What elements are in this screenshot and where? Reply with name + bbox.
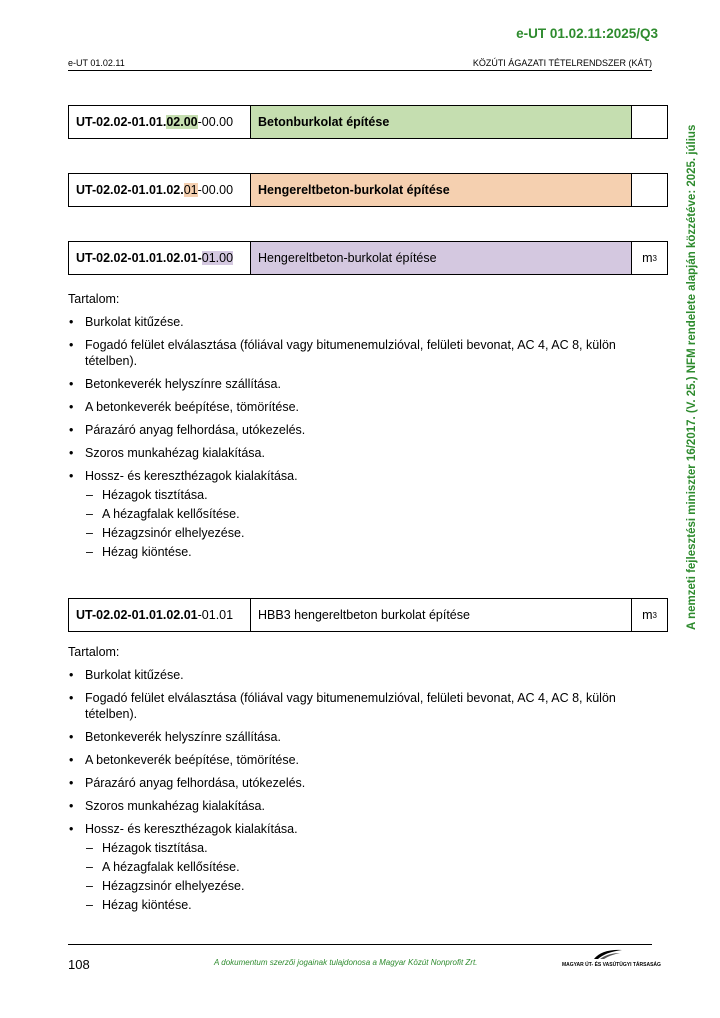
item-text: A betonkeverék beépítése, tömörítése. xyxy=(85,400,300,414)
sub-list xyxy=(85,487,628,560)
sub-list xyxy=(85,840,628,913)
item-text: Szoros munkahézag kialakítása. xyxy=(85,446,265,460)
bullet-icon: • xyxy=(69,315,74,329)
unit-text: m xyxy=(642,251,653,265)
item-text: Hossz- és kereszthézagok kialakítása. xyxy=(85,469,298,483)
list-item xyxy=(68,690,628,722)
item-code xyxy=(69,242,251,274)
unit-text: m xyxy=(642,608,653,622)
list-item xyxy=(68,821,628,913)
bullet-icon: • xyxy=(69,799,74,813)
dash-icon: – xyxy=(86,507,93,521)
bullet-icon: • xyxy=(69,423,74,437)
bullet-icon: • xyxy=(69,668,74,682)
dash-icon: – xyxy=(86,841,93,855)
bullet-icon: • xyxy=(69,400,74,414)
item-text: A betonkeverék beépítése, tömörítése. xyxy=(85,753,300,767)
sub-list-item xyxy=(85,878,628,894)
header-left-text: e-UT 01.02.11 xyxy=(68,58,125,68)
item-unit xyxy=(631,599,667,631)
bullet-icon: • xyxy=(69,753,74,767)
list-item xyxy=(68,422,628,438)
item-text: Fogadó felület elválasztása (fóliával vagy bitumenemulzióval, felületi bevonat, AC 4, AC 8, külön tételben). xyxy=(85,691,616,721)
list-item xyxy=(68,798,628,814)
dash-icon: – xyxy=(86,488,93,502)
copyright-notice: A dokumentum szerzői jogainak tulajdonosa a Magyar Közút Nonprofit Zrt. xyxy=(214,958,478,967)
list-item xyxy=(68,729,628,745)
content-block-1 xyxy=(68,291,628,567)
content-block-2 xyxy=(68,644,628,920)
logo-text: MAGYAR ÚT- ÉS VASÚTÜGYI TÁRSASÁG xyxy=(562,962,661,968)
bullet-icon: • xyxy=(69,377,74,391)
company-logo xyxy=(562,947,661,971)
item-text: Szoros munkahézag kialakítása. xyxy=(85,799,265,813)
code-part: UT-02.02-01.01.02.01 xyxy=(76,608,198,622)
item-code xyxy=(69,106,251,138)
item-row-hengereltbeton-group xyxy=(68,173,668,207)
bullet-icon: • xyxy=(69,469,74,483)
list-item xyxy=(68,445,628,461)
content-label: Tartalom: xyxy=(68,645,120,659)
item-text: Hézagzsinór elhelyezése. xyxy=(102,879,245,893)
item-text: A hézagfalak kellősítése. xyxy=(102,507,240,521)
bullet-icon: • xyxy=(69,446,74,460)
item-unit xyxy=(631,106,667,138)
item-text: Fogadó felület elválasztása (fóliával vagy bitumenemulzióval, felületi bevonat, AC 4, AC 8, külön tételben). xyxy=(85,338,616,368)
item-text: Hézagok tisztítása. xyxy=(102,841,208,855)
item-text: A hézagfalak kellősítése. xyxy=(102,860,240,874)
list-item xyxy=(68,667,628,683)
list-item xyxy=(68,468,628,560)
item-text: Hézag kiöntése. xyxy=(102,898,192,912)
document-code: e-UT 01.02.11:2025/Q3 xyxy=(516,26,658,41)
dash-icon: – xyxy=(86,545,93,559)
dash-icon: – xyxy=(86,879,93,893)
sub-list-item xyxy=(85,544,628,560)
bullet-icon: • xyxy=(69,730,74,744)
item-text: Párazáró anyag felhordása, utókezelés. xyxy=(85,776,306,790)
list-item xyxy=(68,314,628,330)
dash-icon: – xyxy=(86,898,93,912)
sub-list-item xyxy=(85,525,628,541)
running-header xyxy=(68,58,652,71)
item-text: Burkolat kitűzése. xyxy=(85,668,184,682)
item-code xyxy=(69,174,251,206)
sub-list-item xyxy=(85,859,628,875)
code-part: UT-02.02-01.01.02. xyxy=(76,183,184,197)
item-row-hbb3 xyxy=(68,598,668,632)
code-part: -00.00 xyxy=(197,183,234,197)
item-text: Hézagzsinór elhelyezése. xyxy=(102,526,245,540)
list-item xyxy=(68,376,628,392)
item-text: Hézag kiöntése. xyxy=(102,545,192,559)
logo-swoosh-icon xyxy=(592,947,624,961)
unit-sup: 3 xyxy=(652,253,657,263)
code-part: -00.00 xyxy=(197,115,234,129)
bullet-icon: • xyxy=(69,822,74,836)
item-text: Párazáró anyag felhordása, utókezelés. xyxy=(85,423,306,437)
item-row-hengereltbeton-main xyxy=(68,241,668,275)
sub-list-item xyxy=(85,897,628,913)
code-highlight: 02.00 xyxy=(166,115,198,129)
item-title: HBB3 hengereltbeton burkolat építése xyxy=(258,608,470,622)
content-list xyxy=(68,314,628,560)
code-part: UT-02.02-01.01.02.01- xyxy=(76,251,202,265)
content-list xyxy=(68,667,628,913)
footer-divider xyxy=(68,944,652,945)
sub-list-item xyxy=(85,506,628,522)
item-title: Hengereltbeton-burkolat építése xyxy=(251,174,631,206)
sub-list-item xyxy=(85,487,628,503)
list-item xyxy=(68,752,628,768)
dash-icon: – xyxy=(86,526,93,540)
item-text: Betonkeverék helyszínre szállítása. xyxy=(85,730,281,744)
item-unit xyxy=(631,174,667,206)
side-publication-note: A nemzeti fejlesztési miniszter 16/2017. (V. 25.) NFM rendelete alapján közzétéve: 2025. július xyxy=(686,124,698,630)
item-code xyxy=(69,599,251,631)
item-unit xyxy=(631,242,667,274)
dash-icon: – xyxy=(86,860,93,874)
list-item xyxy=(68,775,628,791)
bullet-icon: • xyxy=(69,338,74,352)
bullet-icon: • xyxy=(69,691,74,705)
code-part: -01.01 xyxy=(197,608,234,622)
content-label: Tartalom: xyxy=(68,292,120,306)
page-number: 108 xyxy=(68,957,90,972)
item-title: Betonburkolat építése xyxy=(251,106,631,138)
code-highlight: 01 xyxy=(183,183,198,197)
item-row-betonburkolat xyxy=(68,105,668,139)
list-item xyxy=(68,399,628,415)
unit-sup: 3 xyxy=(652,610,657,620)
item-text: Burkolat kitűzése. xyxy=(85,315,184,329)
item-title: Hengereltbeton-burkolat építése xyxy=(251,242,631,274)
code-part: UT-02.02-01.01. xyxy=(76,115,167,129)
list-item xyxy=(68,337,628,369)
item-text: Betonkeverék helyszínre szállítása. xyxy=(85,377,281,391)
header-right-text: KÖZÚTI ÁGAZATI TÉTELRENDSZER (KÁT) xyxy=(472,58,652,68)
bullet-icon: • xyxy=(69,776,74,790)
code-highlight: 01.00 xyxy=(201,251,234,265)
item-text: Hossz- és kereszthézagok kialakítása. xyxy=(85,822,298,836)
item-text: Hézagok tisztítása. xyxy=(102,488,208,502)
sub-list-item xyxy=(85,840,628,856)
